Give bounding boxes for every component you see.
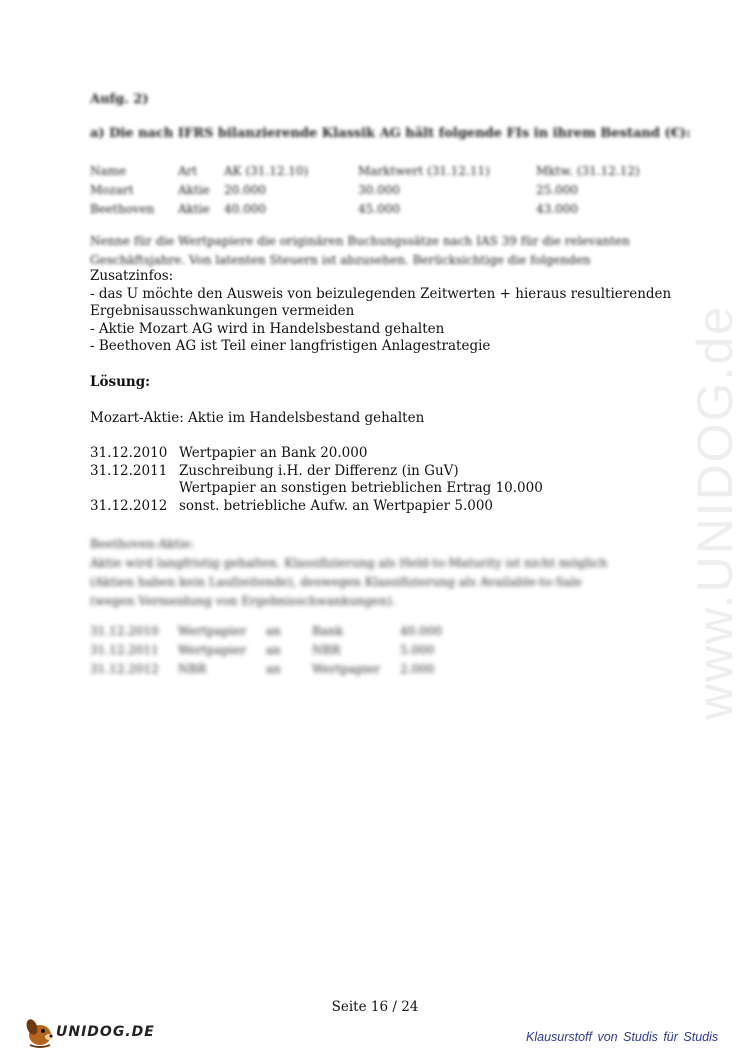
booking-date: 31.12.2010 bbox=[90, 624, 159, 638]
task-line: Geschäftsjahre. Von latenten Steuern ist abzusehen. Berücksichtige die folgenden bbox=[90, 253, 591, 267]
beethoven-line: Aktie wird langfristig gehalten. Klassifizierung als Held-to-Maturity ist nicht möglich bbox=[90, 556, 608, 570]
booking-date: 31.12.2012 bbox=[90, 497, 168, 514]
zusatz-line: - das U möchte den Ausweis von beizulegenden Zeitwerten + hieraus resultierenden bbox=[90, 285, 672, 302]
zusatz-line: - Aktie Mozart AG wird in Handelsbestand gehalten bbox=[90, 320, 445, 337]
booking-text: Zuschreibung i.H. der Differenz (in GuV) bbox=[179, 462, 459, 479]
watermark: www.UNIDOG.de bbox=[687, 305, 743, 720]
task-title: Aufg. 2) bbox=[90, 92, 149, 107]
table-cell: Beethoven bbox=[90, 202, 155, 216]
booking-an: an bbox=[266, 662, 281, 676]
dog-icon bbox=[22, 1015, 58, 1049]
booking-amount: 2.000 bbox=[400, 662, 435, 676]
booking-an: an bbox=[266, 643, 281, 657]
column-header: Mktw. (31.12.12) bbox=[536, 164, 640, 178]
table-cell: 43.000 bbox=[536, 202, 578, 216]
column-header: Name bbox=[90, 164, 127, 178]
beethoven-line: (Aktien haben kein Laufzeitende), deswegen Klassifizierung als Available-to-Sale bbox=[90, 575, 582, 589]
table-cell: Aktie bbox=[178, 202, 210, 216]
beethoven-line: (wegen Vermeidung von Ergebnisschwankungen). bbox=[90, 594, 396, 608]
loesung-heading: Lösung: bbox=[90, 374, 151, 390]
booking-text: sonst. betriebliche Aufw. an Wertpapier 5.000 bbox=[179, 497, 494, 514]
booking-date: 31.12.2010 bbox=[90, 445, 168, 461]
booking-date: 31.12.2011 bbox=[90, 462, 168, 479]
zusatz-section bbox=[90, 268, 671, 356]
booking-date: 31.12.2012 bbox=[90, 662, 159, 676]
table-cell: Mozart bbox=[90, 183, 134, 197]
task-subtitle: a) Die nach IFRS bilanzierende Klassik AG hält folgende FIs in ihrem Bestand (€): bbox=[90, 126, 691, 141]
booking-text: Wertpapier an sonstigen betrieblichen Ertrag 10.000 bbox=[179, 480, 543, 497]
booking-debit: NBR bbox=[178, 662, 207, 676]
booking-debit: Wertpapier bbox=[178, 643, 247, 657]
table-cell: 25.000 bbox=[536, 183, 578, 197]
table-cell: 40.000 bbox=[224, 202, 266, 216]
table-cell: Aktie bbox=[178, 183, 210, 197]
column-header: AK (31.12.10) bbox=[224, 164, 309, 178]
booking-credit: Bank bbox=[312, 624, 343, 638]
unidog-logo[interactable] bbox=[22, 1015, 155, 1049]
task-description bbox=[90, 232, 630, 270]
task-line: Nenne für die Wertpapiere die originären Buchungssätze nach IAS 39 für die relevanten bbox=[90, 234, 630, 248]
column-header: Marktwert (31.12.11) bbox=[358, 164, 490, 178]
booking-date: 31.12.2011 bbox=[90, 643, 159, 657]
table-cell: 30.000 bbox=[358, 183, 400, 197]
column-header: Art bbox=[178, 164, 198, 178]
footer-slogan: Klausurstoff von Studis für Studis bbox=[526, 1030, 719, 1044]
table-cell: 20.000 bbox=[224, 183, 266, 197]
booking-amount: 40.000 bbox=[400, 624, 442, 638]
booking-credit: NBR bbox=[312, 643, 341, 657]
zusatz-line: - Beethoven AG ist Teil einer langfristigen Anlagestrategie bbox=[90, 338, 491, 355]
table-cell: 45.000 bbox=[358, 202, 400, 216]
booking-credit: Wertpapier bbox=[312, 662, 381, 676]
booking-an: an bbox=[266, 624, 281, 638]
booking-debit: Wertpapier bbox=[178, 624, 247, 638]
page-number: Seite 16 / 24 bbox=[331, 999, 419, 1015]
zusatz-heading: Zusatzinfos: bbox=[90, 268, 174, 284]
beethoven-section bbox=[90, 535, 607, 611]
zusatz-line: Ergebnisausschwankungen vermeiden bbox=[90, 303, 355, 320]
booking-text: Wertpapier an Bank 20.000 bbox=[179, 445, 368, 461]
booking-amount: 5.000 bbox=[400, 643, 435, 657]
mozart-heading: Mozart-Aktie: Aktie im Handelsbestand gehalten bbox=[90, 410, 425, 426]
beethoven-heading: Beethoven-Aktie: bbox=[90, 537, 195, 551]
logo-text: UNIDOG.DE bbox=[56, 1024, 155, 1040]
